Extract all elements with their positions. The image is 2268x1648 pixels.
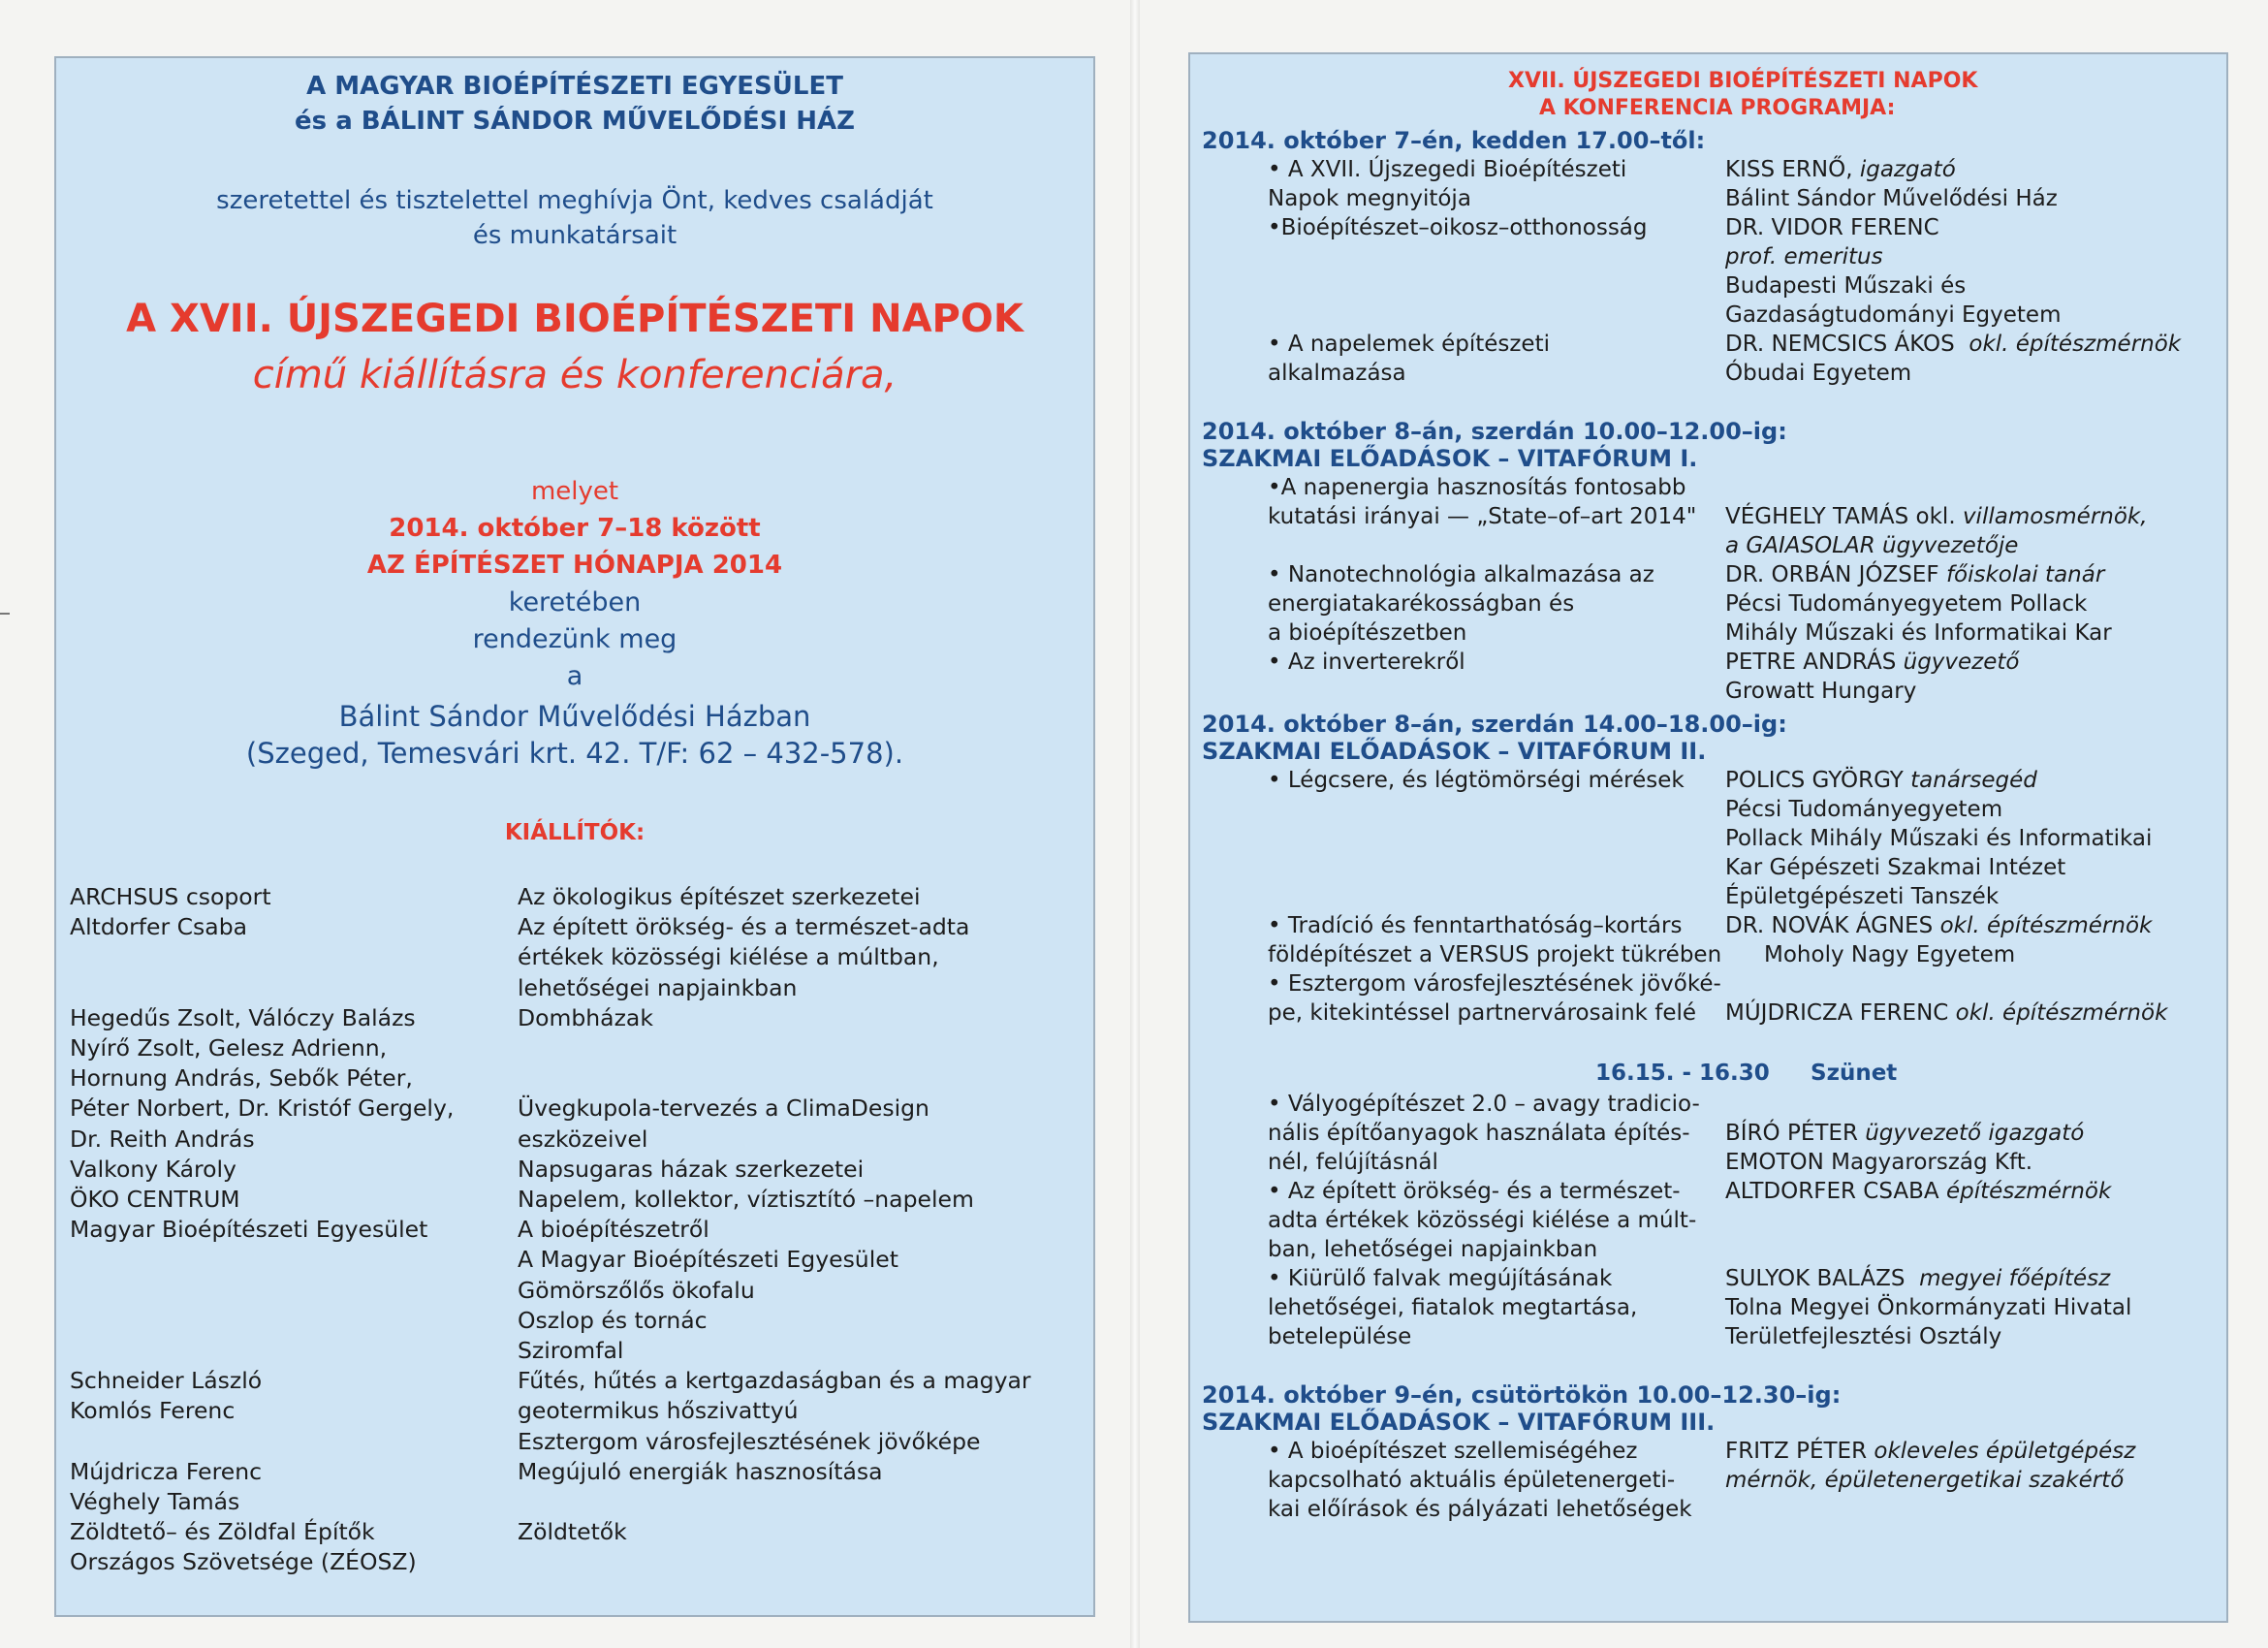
list-item: Zöldtető– és Zöldfal Építők	[70, 1518, 375, 1546]
speaker-line: DR. VIDOR FERENC	[1725, 215, 1939, 240]
list-item	[70, 1276, 454, 1306]
speaker-org: Pollack Mihály Műszaki és Informatikai	[1725, 826, 2153, 851]
speaker-line: PETRE ANDRÁS ügyvezető	[1725, 650, 2020, 675]
speaker-org: Területfejlesztési Osztály	[1725, 1324, 2002, 1349]
day2b-header: 2014. október 8–án, szerdán 14.00–18.00–ig:	[1202, 711, 1787, 738]
list-item: Altdorfer Csaba	[70, 913, 248, 941]
list-item: nális építőanyagok használata építés-	[1268, 1121, 1690, 1146]
day2b-speakers-late	[1725, 1119, 2111, 1206]
list-item: Dombházak	[518, 1003, 653, 1031]
list-item: Zöldtetők	[518, 1518, 627, 1546]
list-item: •A napenergia hasznosítás fontosabb	[1268, 475, 1686, 500]
list-item: Sziromfal	[518, 1337, 624, 1365]
list-item: nél, felújításnál	[1268, 1150, 1438, 1175]
invitation-panel	[54, 56, 1095, 1617]
list-item	[1268, 242, 1648, 271]
speaker-line: MÚJDRICZA FERENC okl. építészmérnök	[1725, 1000, 2168, 1026]
list-item: Valkony Károly	[70, 1155, 236, 1183]
list-item: Napok megnyitója	[1268, 186, 1471, 211]
day2b-talk1: • Légcsere, és légtömörségi mérések	[1268, 768, 1685, 793]
list-item: értékek közösségi kiélése a múltban,	[518, 943, 939, 971]
list-item: földépítészet a VERSUS projekt tükrében	[1268, 942, 1722, 967]
day2b-talk2	[1268, 911, 1721, 1028]
list-item	[70, 1427, 454, 1457]
list-item: ÖKO CENTRUM	[70, 1186, 240, 1214]
break-time: 16.15. - 16.30	[1595, 1061, 1770, 1086]
day3-header: 2014. október 9–én, csütörtökön 10.00–12.30–ig:	[1202, 1381, 1842, 1409]
list-item	[518, 1063, 1031, 1093]
list-item	[70, 1245, 454, 1275]
day3-speaker	[1725, 1437, 2135, 1495]
break-label: Szünet	[1811, 1061, 1898, 1086]
day1-speakers	[1725, 155, 2181, 388]
day1-talks	[1268, 155, 1648, 388]
list-item	[70, 973, 454, 1003]
list-item: Schneider László	[70, 1367, 263, 1395]
list-item: Esztergom városfejlesztésének jövőképe	[518, 1427, 981, 1455]
speaker-org: Óbudai Egyetem	[1725, 361, 1912, 386]
list-item: ban, lehetőségei napjainkban	[1268, 1237, 1598, 1262]
list-item: • Az épített örökség- és a természet-	[1268, 1179, 1681, 1204]
day2b-speaker2	[1725, 911, 2167, 1028]
list-item	[1268, 531, 1696, 560]
list-item: • Kiürülő falvak megújításának	[1268, 1266, 1613, 1291]
list-item	[518, 1487, 1031, 1517]
list-item: Oszlop és tornác	[518, 1306, 708, 1334]
address: (Szeged, Temesvári krt. 42. T/F: 62 – 432-578).	[245, 737, 904, 770]
day2b-talks-late	[1268, 1090, 1700, 1351]
list-item: adta értékek közösségi kiélése a múlt-	[1268, 1208, 1697, 1233]
day2a-speakers	[1725, 502, 2148, 706]
list-item	[70, 942, 454, 972]
list-item: Fűtés, hűtés a kertgazdaságban és a magyar	[518, 1367, 1031, 1395]
list-item: A Magyar Bioépítészeti Egyesület	[518, 1246, 898, 1274]
list-item: Nyírő Zsolt, Gelesz Adrienn,	[70, 1034, 388, 1062]
list-item: • Esztergom városfejlesztésének jövőké-	[1268, 971, 1721, 997]
list-item: geotermikus hőszivattyú	[518, 1397, 799, 1425]
event-title: A XVII. ÚJSZEGEDI BIOÉPÍTÉSZETI NAPOK	[126, 297, 1024, 341]
speaker-line: DR. ORBÁN JÓZSEF főiskolai tanár	[1725, 562, 2105, 587]
list-item: Megújuló energiák hasznosítása	[518, 1457, 883, 1485]
invite-line1: szeretettel és tisztelettel meghívja Önt, kedves családját	[216, 186, 933, 215]
speaker-org: EMOTON Magyarország Kft.	[1725, 1150, 2033, 1175]
day3-subheader: SZAKMAI ELŐADÁSOK – VITAFÓRUM III.	[1202, 1409, 1716, 1436]
edge-mark	[0, 613, 10, 615]
day2b-subheader: SZAKMAI ELŐADÁSOK – VITAFÓRUM II.	[1202, 738, 1707, 765]
speaker-line: DR. NOVÁK ÁGNES okl. építészmérnök	[1725, 913, 2153, 938]
exhibit-topics	[518, 882, 1031, 1547]
speaker-org: Pécsi Tudományegyetem	[1725, 797, 2003, 822]
list-item: •Bioépítészet–oikosz–otthonosság	[1268, 215, 1648, 240]
list-item: Az épített örökség- és a természet-adta	[518, 913, 970, 941]
speaker-org: Bálint Sándor Művelődési Ház	[1725, 186, 2058, 211]
speaker-role: a GAIASOLAR ügyvezetője	[1725, 533, 2019, 558]
list-item: kapcsolható aktuális épületenergeti-	[1268, 1468, 1676, 1493]
list-item: energiatakarékosságban és	[1268, 591, 1575, 617]
list-item: • Nanotechnológia alkalmazása az	[1268, 562, 1654, 587]
day3-talks	[1268, 1437, 1692, 1524]
speaker-org: Épületgépészeti Tanszék	[1725, 884, 2000, 909]
speaker-org: Gazdaságtudományi Egyetem	[1725, 302, 2062, 328]
speaker-line: POLICS GYÖRGY tanársegéd	[1725, 768, 2037, 793]
list-item: Magyar Bioépítészeti Egyesület	[70, 1216, 428, 1244]
list-item: • Az inverterekről	[1268, 650, 1465, 675]
list-item: ARCHSUS csoport	[70, 883, 271, 910]
list-item: eszközeivel	[518, 1125, 648, 1153]
list-item: Hornung András, Sebők Péter,	[70, 1064, 413, 1093]
day2a-talks	[1268, 473, 1696, 677]
day1-header: 2014. október 7–én, kedden 17.00–től:	[1202, 127, 1706, 154]
exhibitors-heading: KIÁLLÍTÓK:	[504, 820, 646, 845]
list-item: • Vályogépítészet 2.0 – avagy tradicio-	[1268, 1092, 1700, 1117]
day2a-header: 2014. október 8–án, szerdán 10.00–12.00–ig:	[1202, 418, 1787, 445]
rendezunk-text: rendezünk meg	[472, 624, 677, 654]
day2a-subheader: SZAKMAI ELŐADÁSOK – VITAFÓRUM I.	[1202, 445, 1698, 472]
speaker-org: Pécsi Tudományegyetem Pollack	[1725, 591, 2088, 617]
list-item: Az ökologikus építészet szerkezetei	[518, 883, 921, 910]
list-item: Péter Norbert, Dr. Kristóf Gergely,	[70, 1094, 455, 1123]
list-item: Dr. Reith András	[70, 1125, 255, 1153]
list-item: Mújdricza Ferenc	[70, 1457, 263, 1485]
speaker-title: prof. emeritus	[1725, 244, 1883, 269]
program-panel	[1188, 52, 2228, 1623]
list-item: kai előírások és pályázati lehetőségek	[1268, 1497, 1692, 1522]
speaker-org: Kar Gépészeti Szakmai Intézet	[1725, 855, 2066, 880]
list-item: pe, kitekintéssel partnervárosaink felé	[1268, 1000, 1697, 1026]
list-item: Országos Szövetsége (ZÉOSZ)	[70, 1548, 417, 1576]
program-title-line1: XVII. ÚJSZEGEDI BIOÉPÍTÉSZETI NAPOK	[1508, 69, 1978, 93]
event-subtitle: című kiállításra és konferenciára,	[252, 353, 898, 397]
speaker-org: Mihály Műszaki és Informatikai Kar	[1725, 620, 2112, 646]
speaker-line: SULYOK BALÁZS megyei főépítész	[1725, 1266, 2111, 1291]
speaker-line: FRITZ PÉTER okleveles épületgépész	[1725, 1439, 2136, 1464]
list-item: Üvegkupola-tervezés a ClimaDesign	[518, 1094, 929, 1123]
venue: Bálint Sándor Művelődési Házban	[338, 700, 811, 733]
list-item: • A bioépítészet szellemiségéhez	[1268, 1439, 1638, 1464]
organizer-line1: A MAGYAR BIOÉPÍTÉSZETI EGYESÜLET	[306, 72, 843, 101]
list-item: A bioépítészetről	[518, 1216, 709, 1244]
list-item: lehetőségei napjainkban	[518, 973, 798, 1001]
invite-line2: és munkatársait	[472, 221, 677, 250]
speaker-line: BÍRÓ PÉTER ügyvezető igazgató	[1725, 1121, 2085, 1146]
day2b-speaker1	[1725, 766, 2152, 911]
list-item: kutatási irányai — „State–of–art 2014"	[1268, 504, 1697, 529]
frame-text: keretében	[508, 587, 642, 618]
a-text: a	[566, 661, 583, 691]
speaker-org: Growatt Hungary	[1725, 679, 1917, 704]
list-item	[518, 1033, 1031, 1063]
list-item: • A XVII. Újszegedi Bioépítészeti	[1268, 157, 1627, 182]
speaker-line: KISS ERNŐ, igazgató	[1725, 157, 1956, 182]
list-item: • A napelemek építészeti	[1268, 332, 1550, 357]
list-item	[1268, 301, 1648, 330]
organizer-line2: és a BÁLINT SÁNDOR MŰVELŐDÉSI HÁZ	[295, 107, 855, 136]
speaker-line: ALTDORFER CSABA építészmérnök	[1725, 1179, 2112, 1204]
speaker-title: mérnök, épületenergetikai szakértő	[1725, 1468, 2125, 1493]
day2b-speaker6	[1725, 1264, 2131, 1351]
speaker-line: DR. NEMCSICS ÁKOS okl. építészmérnök	[1725, 332, 2182, 357]
list-item: Hegedűs Zsolt, Válóczy Balázs	[70, 1003, 416, 1031]
exhibitor-names	[70, 882, 454, 1578]
program-title-line2: A KONFERENCIA PROGRAMJA:	[1539, 96, 1896, 120]
list-item	[1268, 271, 1648, 301]
list-item: Napsugaras házak szerkezetei	[518, 1155, 865, 1183]
list-item	[70, 1336, 454, 1366]
date-range: 2014. október 7–18 között	[389, 514, 761, 543]
brochure-fold	[1130, 0, 1140, 1648]
list-item: betelepülése	[1268, 1324, 1412, 1349]
list-item: Napelem, kollektor, víztisztító –napelem	[518, 1186, 974, 1214]
list-item: alkalmazása	[1268, 361, 1406, 386]
speaker-org: Moholy Nagy Egyetem	[1764, 942, 2016, 967]
speaker-org: Budapesti Műszaki és	[1725, 273, 1967, 299]
list-item: Gömörszőlős ökofalu	[518, 1276, 755, 1304]
spacer	[1725, 969, 2167, 998]
speaker-org: Tolna Megyei Önkormányzati Hivatal	[1725, 1295, 2132, 1320]
speaker-line: VÉGHELY TAMÁS okl. villamosmérnök,	[1725, 504, 2148, 529]
list-item: • Tradíció és fenntarthatóság–kortárs	[1268, 913, 1683, 938]
list-item: lehetőségei, fiatalok megtartása,	[1268, 1295, 1638, 1320]
list-item: Komlós Ferenc	[70, 1397, 236, 1425]
list-item: Véghely Tamás	[70, 1488, 240, 1516]
list-item: a bioépítészetben	[1268, 620, 1467, 646]
month-event: AZ ÉPÍTÉSZET HÓNAPJA 2014	[366, 551, 783, 580]
list-item	[70, 1306, 454, 1336]
melyet-text: melyet	[530, 477, 619, 506]
